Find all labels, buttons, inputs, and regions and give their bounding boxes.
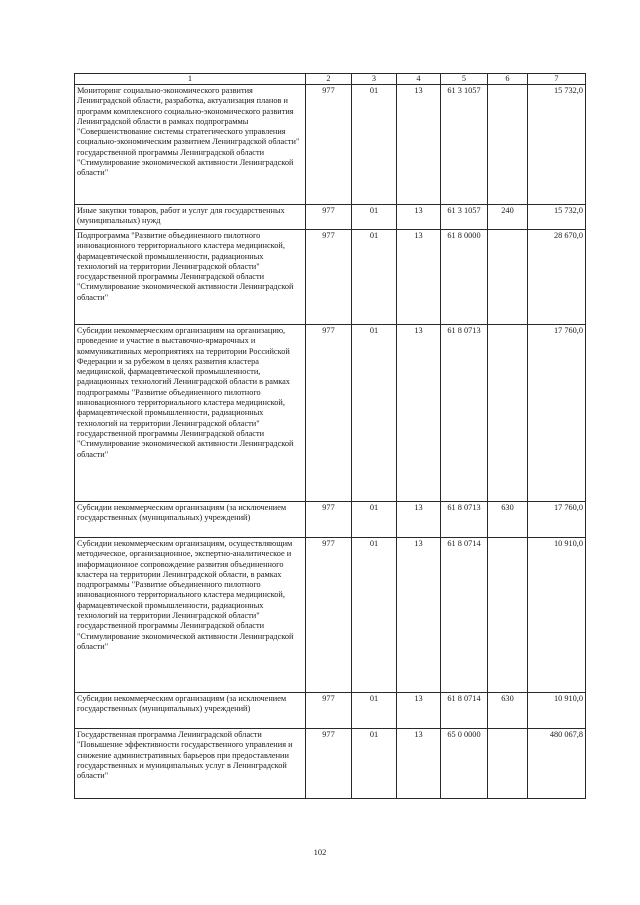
table-row <box>75 693 586 729</box>
row-expense-type <box>488 325 528 502</box>
row-ministry-code: 977 <box>306 205 352 230</box>
row-expense-type <box>488 538 528 693</box>
row-target-article: 61 8 0713 <box>441 325 488 502</box>
table-row <box>75 538 586 693</box>
row-subsection-code: 13 <box>397 502 441 538</box>
row-ministry-code: 977 <box>306 502 352 538</box>
row-name: Субсидии некоммерческим организациям (за исключением государственных (муниципальных) учреждений) <box>75 693 306 729</box>
row-amount: 480 067,8 <box>528 729 586 799</box>
table-row <box>75 85 586 205</box>
row-section-code: 01 <box>352 325 397 502</box>
header-col-6: 6 <box>488 74 528 85</box>
row-ministry-code: 977 <box>306 230 352 325</box>
row-section-code: 01 <box>352 205 397 230</box>
row-ministry-code: 977 <box>306 325 352 502</box>
row-target-article: 61 8 0000 <box>441 230 488 325</box>
page-number: 102 <box>313 847 327 857</box>
row-ministry-code: 977 <box>306 85 352 205</box>
row-ministry-code: 977 <box>306 538 352 693</box>
row-subsection-code: 13 <box>397 325 441 502</box>
row-expense-type: 240 <box>488 205 528 230</box>
table-row <box>75 325 586 502</box>
row-name: Иные закупки товаров, работ и услуг для государственных (муниципальных) нужд <box>75 205 306 230</box>
header-col-3: 3 <box>352 74 397 85</box>
row-subsection-code: 13 <box>397 729 441 799</box>
row-name: Субсидии некоммерческим организациям (за исключением государственных (муниципальных) учреждений) <box>75 502 306 538</box>
row-target-article: 61 8 0714 <box>441 693 488 729</box>
row-subsection-code: 13 <box>397 230 441 325</box>
table-row <box>75 502 586 538</box>
header-col-2: 2 <box>306 74 352 85</box>
row-name: Субсидии некоммерческим организациям на организацию, проведение и участие в выставочно-ярмарочных и коммуникативных мероприятиях на территории Российской Федерации и за рубежом в целях развития кластера медицинской, фармацевтической промышленности, радиационных технологий Ленинградской области в рамках подпрограммы "Развитие объединенного пилотного инновационного территориального кластера медицинской, фармацевтической промышленности, радиационных технологий на территории Ленинградской области" государственной программы Ленинградской области "Стимулирование экономической активности Ленинградской области" <box>75 325 306 502</box>
row-amount: 15 732,0 <box>528 85 586 205</box>
row-expense-type <box>488 729 528 799</box>
row-subsection-code: 13 <box>397 85 441 205</box>
row-name: Мониторинг социально-экономического развития Ленинградской области, разработка, актуализация планов и программ комплексного социально-экономического развития Ленинградской области в рамках подпрограммы "Совершенствование системы стратегического управления социально-экономическим развитием Ленинградской области" государственной программы Ленинградской области "Стимулирование экономической активности Ленинградской области" <box>75 85 306 205</box>
row-target-article: 61 3 1057 <box>441 205 488 230</box>
row-name: Подпрограмма "Развитие объединенного пилотного инновационного территориального кластера медицинской, фармацевтической промышленности, радиационных технологий на территории Ленинградской области" государственной программы Ленинградской области "Стимулирование экономической активности Ленинградской области" <box>75 230 306 325</box>
row-subsection-code: 13 <box>397 693 441 729</box>
row-subsection-code: 13 <box>397 538 441 693</box>
row-section-code: 01 <box>352 538 397 693</box>
row-section-code: 01 <box>352 230 397 325</box>
row-amount: 28 670,0 <box>528 230 586 325</box>
row-amount: 17 760,0 <box>528 502 586 538</box>
header-col-4: 4 <box>397 74 441 85</box>
row-subsection-code: 13 <box>397 205 441 230</box>
row-expense-type: 630 <box>488 502 528 538</box>
row-section-code: 01 <box>352 502 397 538</box>
table-row <box>75 205 586 230</box>
table-row <box>75 230 586 325</box>
table-row <box>75 729 586 799</box>
row-name: Субсидии некоммерческим организациям, осуществляющим методическое, организационное, экспертно-аналитическое и информационное сопровождение развития объединенного кластера на территории Ленинградской области, в рамках подпрограммы "Развитие объединенного пилотного инновационного территориального кластера медицинской, фармацевтической промышленности, радиационных технологий на территории Ленинградской области" государственной программы Ленинградской области "Стимулирование экономической активности Ленинградской области" <box>75 538 306 693</box>
row-target-article: 65 0 0000 <box>441 729 488 799</box>
row-expense-type <box>488 85 528 205</box>
row-ministry-code: 977 <box>306 693 352 729</box>
row-expense-type: 630 <box>488 693 528 729</box>
row-section-code: 01 <box>352 85 397 205</box>
row-amount: 10 910,0 <box>528 538 586 693</box>
row-amount: 15 732,0 <box>528 205 586 230</box>
header-row <box>75 74 586 85</box>
header-col-7: 7 <box>528 74 586 85</box>
header-col-5: 5 <box>441 74 488 85</box>
budget-table <box>74 73 586 799</box>
row-expense-type <box>488 230 528 325</box>
row-target-article: 61 8 0713 <box>441 502 488 538</box>
row-ministry-code: 977 <box>306 729 352 799</box>
row-name: Государственная программа Ленинградской области "Повышение эффективности государственного управления и снижение административных барьеров при предоставлении государственных и муниципальных услуг в Ленинградской области" <box>75 729 306 799</box>
row-amount: 10 910,0 <box>528 693 586 729</box>
row-section-code: 01 <box>352 729 397 799</box>
row-amount: 17 760,0 <box>528 325 586 502</box>
row-section-code: 01 <box>352 693 397 729</box>
row-target-article: 61 8 0714 <box>441 538 488 693</box>
header-col-1: 1 <box>75 74 306 85</box>
row-target-article: 61 3 1057 <box>441 85 488 205</box>
